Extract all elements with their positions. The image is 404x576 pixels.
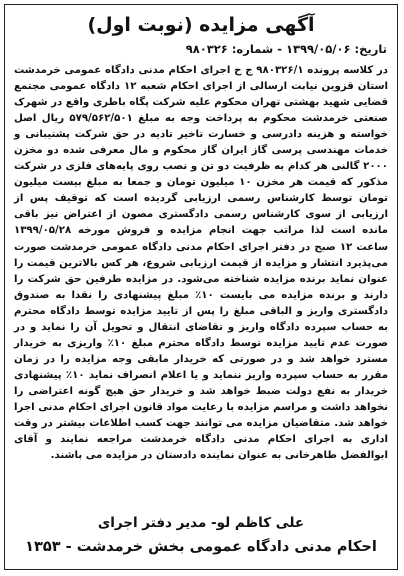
notice-meta: [15, 41, 387, 57]
notice-date: تاریخ: ۱۳۹۹/۰۵/۰۶: [285, 42, 387, 56]
notice-number: شماره: ۹۸۰۳۲۶: [185, 42, 274, 56]
notice-frame: [4, 4, 398, 570]
notice-title: آگهی مزایده (نوبت اول): [87, 14, 315, 36]
notice-body: [14, 63, 388, 464]
signature-office: احکام مدنی دادگاه عمومی بخش خرمدشت - ۱۳۵۳: [25, 539, 377, 555]
notice-body-text: در کلاسه پرونده ۹۸۰۳۲۶/۱ ج ح اجرای احکام مدنی دادگاه عمومی خرمدشت استان قزوین نیابت ارسالی از اجرای احکام شعبه ۱۲ دادگاه عمومی مجتمع قضایی شهید بهشتی تهران محکوم علیه شرکت پگاه باطری واقع در شهرک صنعتی خرمدشت محکوم به پرداخت وجه به مبلغ ۵۷۹/۵۶۲/۵۰۱ ریال اصل خواسته و هزینه دادرسی و خسارت تاخیر تادیه در حق شرکت پشتیبانی و خدمات مهندسی پرسی گاز ایران گاز محکوم و مال معرفی شده دو مخزن ۲۰۰۰ گالنی هر کدام به ظرفیت دو تن و نصب روی پایه‌های فلزی در شرکت مذکور که قیمت هر مخزن ۱۰ میلیون تومان و جمعا به مبلغ بیست میلیون تومان توسط کارشناس رسمی ارزیابی گردیده است که توقیف پس از ارزیابی از سوی کارشناس رسمی دادگستری مصون از اعتراض نیز باقی مانده است لذا مراتب جهت انجام مزایده و فروش مورخه ۱۳۹۹/۰۵/۲۸ ساعت ۱۲ صبح در دفتر اجرای احکام مدنی دادگاه عمومی خرمدشت صورت می‌پذیرد انتشار و مزایده از قیمت ارزیابی شروع، هر کس بالاترین قیمت را عنوان نماید برنده مزایده شناخته می‌شود. در مزایده طرفین حق شرکت را دارند و برنده مزایده می بایست ۱۰٪ مبلغ پیشنهادی را نقدا به صندوق دادگستری واریز و الباقی مبلغ را پس از تایید مزایده توسط دادگاه محترم به حساب سپرده دادگاه واریز و تقاضای انتقال و تحویل آن را نماید و در صورت عدم تایید مزایده توسط دادگاه محترم مبلغ ۱۰٪ واریزی به خریدار مسترد خواهد شد و در صورتی که خریدار مابقی وجه مزایده را در زمان مقرر به حساب سپرده واریز ننماید و یا اعلام انصراف نماید ۱۰٪ پیشنهادی خریدار به نفع دولت ضبط خواهد شد و خریدار حق هیچ گونه اعتراضی را نخواهد داشت و مراسم مزایده با رعایت مواد قانون اجرای احکام مدنی اجرا خواهد شد. متقاضیان مزایده می توانند جهت کسب اطلاعات بیشتر در وقت اداری به اجرای احکام مدنی دادگاه خرمدشت مراجعه نمایند و آقای ابوالفضل طاهرخانی به عنوان نماینده دادستان در مزایده می باشند.: [14, 65, 389, 462]
signature-name: علی کاظم لو- مدیر دفتر اجرای: [97, 515, 305, 531]
meta-separator: -: [273, 42, 286, 56]
